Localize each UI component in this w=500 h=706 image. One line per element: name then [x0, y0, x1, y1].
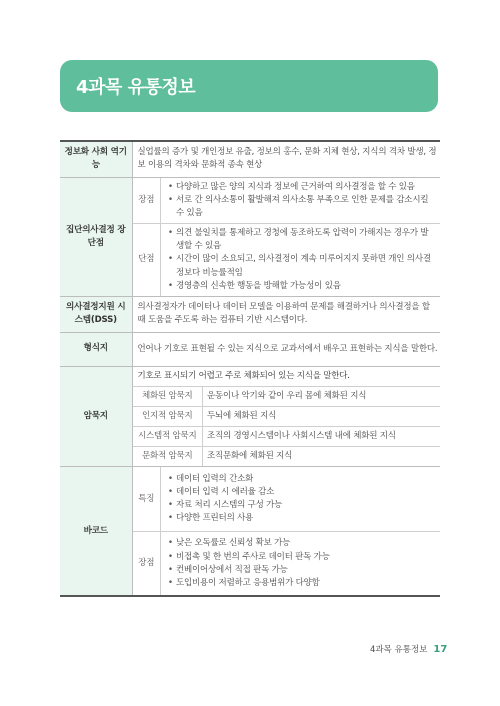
table-row [60, 332, 440, 366]
page-number: 17 [433, 644, 448, 655]
list-item: • 컨베이어상에서 직접 판독 가능 [167, 564, 436, 577]
barcode-table [133, 467, 441, 595]
list-item: • 비접촉 및 한 번의 주사로 데이터 판독 가능 [167, 551, 436, 564]
pros-cons-table [133, 178, 441, 296]
tacit-desc: 두뇌에 체화된 지식 [203, 406, 441, 426]
page-footer [370, 643, 447, 655]
list-item: • 다양하고 많은 양의 지식과 정보에 근거하여 의사결정을 할 수 있음 [167, 181, 436, 194]
table-row [60, 467, 440, 597]
table-row [60, 141, 440, 177]
pros-label: 장점 [133, 531, 161, 595]
list-item: • 데이터 입력 시 에러율 감소 [167, 486, 436, 499]
summary-table [60, 140, 440, 597]
features-list [167, 473, 436, 526]
list-item: • 도입비용이 저렴하고 응용범위가 다양함 [167, 577, 436, 590]
tacit-types-table [133, 387, 441, 467]
list-item: • 자료 처리 시스템의 구성 가능 [167, 499, 436, 512]
term-cell: 바코드 [60, 467, 132, 597]
tacit-type: 시스템적 암묵지 [133, 427, 203, 447]
term-cell: 집단의사결정 장단점 [60, 177, 132, 296]
term-cell: 암묵지 [60, 366, 132, 467]
tacit-type: 인지적 암묵지 [133, 406, 203, 426]
tacit-type: 문화적 암묵지 [133, 447, 203, 467]
term-cell: 의사결정지원 시스템(DSS) [60, 297, 132, 333]
pros-label: 장점 [133, 178, 161, 224]
description-cell: 의사결정자가 데이터나 데이터 모델을 이용하여 문제를 해결하거나 의사결정을 할 때 도움을 주도록 하는 컴퓨터 기반 시스템이다. [132, 297, 440, 333]
cons-list [167, 227, 436, 293]
table-row [60, 366, 440, 467]
chapter-title: 4과목 유통정보 [76, 77, 196, 98]
table-row [60, 297, 440, 333]
description-cell: 언어나 기호로 표현될 수 있는 지식으로 교과서에서 배우고 표현하는 지식을 말한다. [132, 332, 440, 366]
list-item: • 시간이 많이 소요되고, 의사결정이 계속 미루어지지 못하면 개인 의사결정보다 비능률적임 [167, 253, 436, 279]
pros-list [167, 181, 436, 221]
list-item: • 서로 간 의사소통이 활발해져 의사소통 부족으로 인한 문제를 감소시킬 수 있음 [167, 194, 436, 220]
tacit-type: 체화된 암묵지 [133, 387, 203, 407]
list-item: • 다양한 프린터의 사용 [167, 512, 436, 525]
tacit-desc: 조직의 경영시스템이나 사회시스템 내에 체화된 지식 [203, 427, 441, 447]
list-item: • 데이터 입력의 간소화 [167, 473, 436, 486]
pros-list [167, 537, 436, 590]
footer-chapter-label: 4과목 유통정보 [370, 645, 428, 655]
features-label: 특징 [133, 467, 161, 531]
list-item: • 의견 불일치를 통제하고 경청에 동조하도록 압력이 가해지는 경우가 발생할 수 있음 [167, 227, 436, 253]
tacit-intro: 기호로 표시되기 어렵고 주로 체화되어 있는 지식을 말한다. [133, 367, 441, 387]
cons-label: 단점 [133, 224, 161, 296]
list-item: • 낮은 오독률로 신뢰성 확보 가능 [167, 537, 436, 550]
term-cell: 정보화 사회 역기능 [60, 141, 132, 177]
description-cell: 실업률의 증가 및 개인정보 유출, 정보의 홍수, 문화 지체 현상, 지식의 격차 발생, 정보 이용의 격차와 문화적 종속 현상 [132, 141, 440, 177]
tacit-desc: 조직문화에 체화된 지식 [207, 451, 293, 462]
tacit-desc: 운동이나 악기와 같이 우리 몸에 체화된 지식 [203, 387, 441, 407]
table-row [60, 177, 440, 296]
chapter-banner [60, 60, 438, 112]
term-cell: 형식지 [60, 332, 132, 366]
list-item: • 경영층의 신속한 행동을 방해할 가능성이 있음 [167, 280, 436, 293]
